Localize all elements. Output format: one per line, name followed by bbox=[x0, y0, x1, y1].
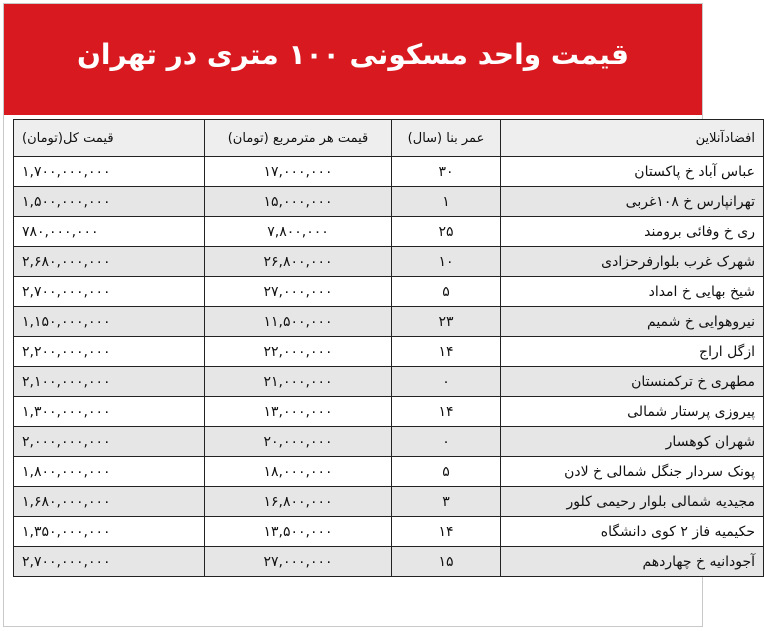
table-row bbox=[14, 517, 764, 547]
header-area: افضادآنلاین bbox=[501, 120, 764, 157]
cell-price-per-sqm: ۲۱,۰۰۰,۰۰۰ bbox=[205, 367, 392, 397]
cell-total-price: ۷۸۰,۰۰۰,۰۰۰ bbox=[14, 217, 205, 247]
cell-area: ازگل اراج bbox=[501, 337, 764, 367]
cell-age: ۰ bbox=[392, 367, 501, 397]
table-row bbox=[14, 337, 764, 367]
cell-area: نیروهوایی خ شمیم bbox=[501, 307, 764, 337]
cell-total-price: ۱,۳۰۰,۰۰۰,۰۰۰ bbox=[14, 397, 205, 427]
table-row bbox=[14, 157, 764, 187]
cell-total-price: ۱,۷۰۰,۰۰۰,۰۰۰ bbox=[14, 157, 205, 187]
cell-age: ۰ bbox=[392, 427, 501, 457]
cell-total-price: ۱,۳۵۰,۰۰۰,۰۰۰ bbox=[14, 517, 205, 547]
table-row bbox=[14, 217, 764, 247]
header-price-per-sqm: قیمت هر مترمربع (تومان) bbox=[205, 120, 392, 157]
cell-price-per-sqm: ۲۶,۸۰۰,۰۰۰ bbox=[205, 247, 392, 277]
cell-area: شهرک غرب بلوارفرحزادی bbox=[501, 247, 764, 277]
cell-price-per-sqm: ۱۳,۰۰۰,۰۰۰ bbox=[205, 397, 392, 427]
price-table bbox=[13, 119, 764, 577]
cell-price-per-sqm: ۱۷,۰۰۰,۰۰۰ bbox=[205, 157, 392, 187]
table-row bbox=[14, 367, 764, 397]
table-row bbox=[14, 547, 764, 577]
cell-price-per-sqm: ۲۷,۰۰۰,۰۰۰ bbox=[205, 277, 392, 307]
table-row bbox=[14, 277, 764, 307]
cell-total-price: ۲,۷۰۰,۰۰۰,۰۰۰ bbox=[14, 547, 205, 577]
cell-area: تهرانپارس خ ۱۰۸غربی bbox=[501, 187, 764, 217]
cell-age: ۱۵ bbox=[392, 547, 501, 577]
cell-price-per-sqm: ۱۱,۵۰۰,۰۰۰ bbox=[205, 307, 392, 337]
cell-age: ۳۰ bbox=[392, 157, 501, 187]
table-row bbox=[14, 397, 764, 427]
cell-area: پیروزی پرستار شمالی bbox=[501, 397, 764, 427]
cell-total-price: ۲,۷۰۰,۰۰۰,۰۰۰ bbox=[14, 277, 205, 307]
cell-age: ۱ bbox=[392, 187, 501, 217]
cell-area: ری خ وفائی برومند bbox=[501, 217, 764, 247]
cell-area: شیخ بهایی خ امداد bbox=[501, 277, 764, 307]
table-row bbox=[14, 187, 764, 217]
cell-age: ۱۴ bbox=[392, 397, 501, 427]
cell-price-per-sqm: ۱۳,۵۰۰,۰۰۰ bbox=[205, 517, 392, 547]
cell-area: پونک سردار جنگل شمالی خ لادن bbox=[501, 457, 764, 487]
cell-price-per-sqm: ۷,۸۰۰,۰۰۰ bbox=[205, 217, 392, 247]
cell-total-price: ۲,۶۸۰,۰۰۰,۰۰۰ bbox=[14, 247, 205, 277]
header-total-price: قیمت کل(تومان) bbox=[14, 120, 205, 157]
cell-age: ۲۳ bbox=[392, 307, 501, 337]
cell-total-price: ۱,۸۰۰,۰۰۰,۰۰۰ bbox=[14, 457, 205, 487]
table-header-row bbox=[14, 120, 764, 157]
cell-area: عباس آباد خ پاکستان bbox=[501, 157, 764, 187]
cell-total-price: ۲,۱۰۰,۰۰۰,۰۰۰ bbox=[14, 367, 205, 397]
cell-area: حکیمیه فاز ۲ کوی دانشگاه bbox=[501, 517, 764, 547]
cell-age: ۳ bbox=[392, 487, 501, 517]
cell-price-per-sqm: ۲۰,۰۰۰,۰۰۰ bbox=[205, 427, 392, 457]
cell-area: آجودانیه خ چهاردهم bbox=[501, 547, 764, 577]
cell-age: ۵ bbox=[392, 277, 501, 307]
table-row bbox=[14, 307, 764, 337]
table-row bbox=[14, 427, 764, 457]
table-row bbox=[14, 457, 764, 487]
cell-total-price: ۱,۵۰۰,۰۰۰,۰۰۰ bbox=[14, 187, 205, 217]
cell-age: ۱۰ bbox=[392, 247, 501, 277]
cell-total-price: ۱,۱۵۰,۰۰۰,۰۰۰ bbox=[14, 307, 205, 337]
cell-total-price: ۲,۰۰۰,۰۰۰,۰۰۰ bbox=[14, 427, 205, 457]
cell-age: ۱۴ bbox=[392, 517, 501, 547]
table-row bbox=[14, 247, 764, 277]
cell-total-price: ۲,۲۰۰,۰۰۰,۰۰۰ bbox=[14, 337, 205, 367]
header-age: عمر بنا (سال) bbox=[392, 120, 501, 157]
cell-price-per-sqm: ۲۲,۰۰۰,۰۰۰ bbox=[205, 337, 392, 367]
cell-price-per-sqm: ۱۸,۰۰۰,۰۰۰ bbox=[205, 457, 392, 487]
table-row bbox=[14, 487, 764, 517]
cell-area: مجیدیه شمالی بلوار رحیمی کلور bbox=[501, 487, 764, 517]
cell-age: ۲۵ bbox=[392, 217, 501, 247]
cell-area: مطهری خ ترکمنستان bbox=[501, 367, 764, 397]
cell-price-per-sqm: ۱۶,۸۰۰,۰۰۰ bbox=[205, 487, 392, 517]
cell-price-per-sqm: ۱۵,۰۰۰,۰۰۰ bbox=[205, 187, 392, 217]
title-banner bbox=[4, 4, 702, 115]
cell-total-price: ۱,۶۸۰,۰۰۰,۰۰۰ bbox=[14, 487, 205, 517]
cell-age: ۱۴ bbox=[392, 337, 501, 367]
cell-age: ۵ bbox=[392, 457, 501, 487]
cell-price-per-sqm: ۲۷,۰۰۰,۰۰۰ bbox=[205, 547, 392, 577]
page-title: قیمت واحد مسکونی ۱۰۰ متری در تهران bbox=[76, 38, 630, 71]
cell-area: شهران کوهسار bbox=[501, 427, 764, 457]
